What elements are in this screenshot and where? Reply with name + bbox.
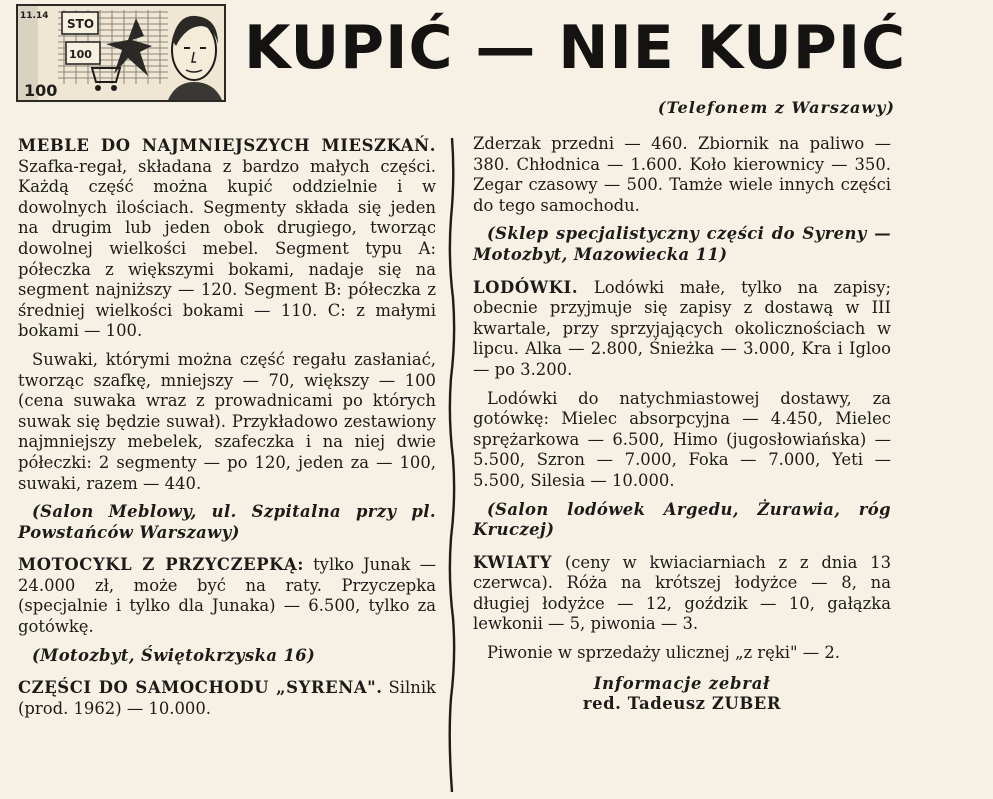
article-kwiaty-p1 (473, 553, 891, 635)
motocykl-text-1: tylko Junak — 24.000 zł, może być na raty. Przyczepka (specjalnie i tylko dla Junaka) — 6.500, tylko za gotówkę. (18, 555, 436, 637)
logo-mark-100-tag: 100 (69, 48, 92, 61)
meble-text-2: Suwaki, którymi można część regału zasłaniać, tworząc szafkę, mniejszy — 70, większy — 100 (cena suwaka wraz z prowadnicami po których suwak się będzie suwał). Przykładowo zestawiony najmniejszy mebelek, szafeczka i na niej dwie półeczki: 2 segmenty — po 120, jeden za — 100, suwaki, razem — 440. (18, 349, 436, 493)
lodowki-text-2: Lodówki do natychmiastowej dostawy, za gotówkę: Mielec absorpcyjna — 4.450, Mielec sprężarkowa — 6.500, Himo (jugosłowiańska) — 5.500, Szron — 7.000, Foka — 7.000, Yeti — 5.500, Silesia — 10.000. (473, 388, 891, 490)
kwiaty-text-2: Piwonie w sprzedaży ulicznej „z ręki" — 2. (487, 643, 840, 663)
headline: KUPIĆ — NIE KUPIĆ (244, 13, 907, 83)
logo-mark-sto: STO (67, 17, 95, 31)
meble-text-1: Szafka-regał, składana z bardzo małych części. Każdą część można kupić oddzielnie i w dowolnych ilościach. Segmenty składa się jeden na drugim lub jeden obok drugiego, tworząc dowolnej wielkości mebel. Segment typu A: półeczka z większymi bokami, nadaje się na segment najniższy — 120. Segment B: półeczka z średniej wielkości bokami — 110. C: z małymi bokami — 100. (18, 156, 436, 341)
meble-source: (Salon Meblowy, ul. Szpitalna przy pl. Powstańców Warszawy) (18, 502, 436, 542)
czesci-text-1: Silnik (prod. 1962) — 10.000. (18, 678, 436, 718)
column-divider (446, 138, 458, 792)
czesci-continuation: Zderzak przedni — 460. Zbiornik na paliwo — 380. Chłodnica — 1.600. Koło kierownicy — 350. Zegar czasowy — 500. Tamże wiele innych części do tego samochodu. (473, 134, 891, 215)
article-motocykl-p1 (18, 555, 436, 637)
logo-mark-100-bottom: 100 (24, 81, 58, 100)
article-meble-p1 (18, 136, 436, 342)
article-czesci-p1 (18, 678, 436, 719)
headline-source: (Telefonem z Warszawy) (657, 98, 895, 117)
section-lead-kwiaty: KWIATY (473, 552, 553, 572)
article-lodowki-p1 (473, 278, 891, 381)
section-lead-czesci: CZĘŚCI DO SAMOCHODU „SYRENA". (18, 678, 383, 698)
lodowki-source: (Salon lodówek Argedu, Żurawia, róg Kruczej) (473, 499, 891, 540)
credit-line-1: Informacje zebrał (593, 673, 771, 693)
kwiaty-text-1: (ceny w kwiaciarniach z z dnia 13 czerwca). Róża na krótszej łodyżce — 8, na długiej łodyżce — 12, goździk — 10, gałązka lewkonii — 5, piwonia — 3. (473, 552, 891, 634)
motocykl-source: (Motozbyt, Świętokrzyska 16) (32, 645, 316, 665)
section-lead-meble: MEBLE DO NAJMNIEJSZYCH MIESZKAŃ. (18, 136, 436, 155)
section-lead-lodowki: LODÓWKI. (473, 277, 579, 297)
left-column (18, 136, 436, 727)
masthead-illustration (16, 4, 226, 102)
credit-line-2: red. Tadeusz ZUBER (582, 694, 782, 714)
lodowki-text-1: Lodówki małe, tylko na zapisy; obecnie przyjmuje się zapisy z dostawą w III kwartale, przy sprzyjających okolicznościach w lipcu. Alka — 2.800, Śnieżka — 3.000, Kra i Igloo — po 3.200. (473, 277, 892, 379)
author-credit (473, 674, 891, 715)
sketch-icon (18, 6, 224, 100)
section-lead-motocykl: MOTOCYKL Z PRZYCZEPKĄ: (18, 555, 304, 575)
logo-mark-date: 11.14 (20, 11, 49, 21)
czesci-source: (Sklep specjalistyczny części do Syreny — Motozbyt, Mazowiecka 11) (473, 224, 891, 264)
right-column (473, 134, 891, 715)
